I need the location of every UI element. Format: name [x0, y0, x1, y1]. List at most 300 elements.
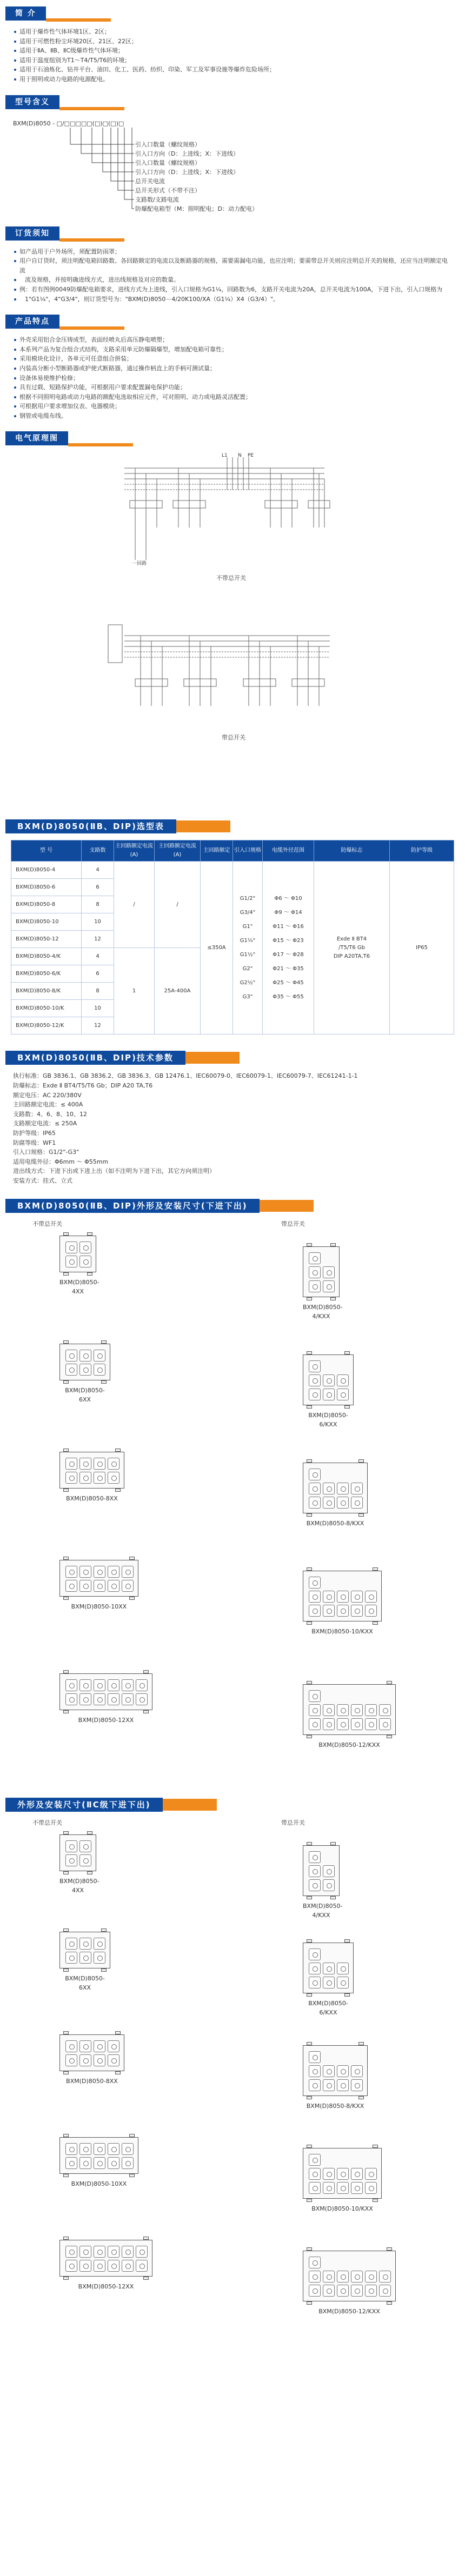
mounting-lug [143, 1710, 149, 1713]
model-cell: BXM(D)8050-12 [11, 931, 82, 948]
breaker-cell [309, 1704, 321, 1716]
mounting-lug [63, 1968, 69, 1972]
breaker-cell [309, 1865, 321, 1877]
model-line: 引入口数量（螺纹规格） [135, 159, 201, 166]
cable-value: Φ35 ～ Φ55 [273, 993, 304, 1000]
cable-value: Φ17 ～ Φ28 [273, 951, 304, 958]
phase-label: L1 [222, 453, 228, 459]
enclosure-drawing [303, 1354, 354, 1405]
mounting-lug [387, 2301, 392, 2305]
breaker-cell [79, 2260, 91, 2272]
enclosure-drawing [59, 1344, 110, 1380]
ports-cell [233, 862, 263, 1035]
drawing-caption: BXM(D)8050-8XX [66, 1494, 118, 1502]
mounting-lug [63, 1272, 69, 1276]
breaker-cell [79, 1952, 91, 1964]
phase-label: PE [248, 453, 254, 459]
param-line: 防腐等级：WF1 [13, 1139, 56, 1146]
breaker-cell [309, 1469, 321, 1480]
diagram-header [5, 430, 465, 446]
breaker-cell [309, 1483, 321, 1494]
mounting-lug [87, 1831, 92, 1834]
breaker-cell [94, 1566, 105, 1578]
breaker-cell [309, 2257, 321, 2268]
phase-label: N [238, 453, 242, 459]
enclosure-drawing [303, 1943, 354, 1993]
mounting-lug [129, 2174, 135, 2177]
breaker-cell [65, 1952, 77, 1964]
accent-bar [163, 1799, 217, 1811]
model-cell: BXM(D)8050-12/K [11, 1017, 82, 1035]
breaker-cell [309, 1280, 321, 1292]
column-header: 电缆外径范围 [263, 840, 314, 862]
mounting-lug [63, 1340, 69, 1344]
enclosure-drawing [303, 2045, 368, 2096]
cable-value: Φ11 ～ Φ16 [273, 923, 304, 930]
breaker-cell [65, 1693, 77, 1705]
mounting-lug [373, 1567, 378, 1571]
breaker-cell [365, 2168, 377, 2180]
breaker-cell [309, 2079, 321, 2091]
breaker-cell [108, 2260, 119, 2272]
breaker-cell [309, 2285, 321, 2297]
mounting-lug [143, 2237, 149, 2240]
drawing-caption: BXM(D)8050-10/KXX [311, 2205, 373, 2212]
cable-value: Φ21 ～ Φ35 [273, 965, 304, 972]
drawing-caption: BXM(D)8050-12/KXX [318, 1741, 380, 1749]
breaker-cell [309, 1879, 321, 1891]
mounting-lug [330, 1243, 336, 1246]
breaker-cell [79, 1256, 91, 1267]
enclosure-drawing [59, 1932, 110, 1968]
breaker-cell [323, 1497, 335, 1509]
mounting-lug [373, 1621, 378, 1625]
drawing-caption: BXM(D)8050-4XX [59, 1278, 99, 1296]
model-line: 引入口数量（螺纹规格） [135, 141, 201, 148]
branch-cell: 12 [82, 931, 114, 948]
dims2-header [5, 1797, 465, 1813]
mounting-lug [87, 1871, 92, 1874]
breaker-cell [337, 2065, 349, 2077]
column-header: 主回路额定 [201, 840, 233, 862]
mounting-lug [307, 1513, 312, 1517]
enclosure-drawing [59, 2137, 138, 2174]
port-value: G1¼" [240, 937, 256, 944]
breaker-cell [94, 1952, 105, 1964]
cable-value: Φ6 ～ Φ10 [274, 895, 302, 902]
breaker-cell [79, 1679, 91, 1691]
port-value: G2" [242, 965, 253, 972]
breaker-cell [79, 1840, 91, 1852]
breaker-cell [79, 2157, 91, 2169]
mounting-lug [344, 1993, 350, 1997]
breaker-cell [309, 1963, 321, 1974]
mounting-lug [344, 1351, 350, 1354]
breaker-cell [122, 1580, 134, 1592]
enclosure-drawing [59, 2034, 124, 2071]
breaker-cell [79, 1566, 91, 1578]
mounting-lug [63, 2071, 69, 2074]
breaker-cell [337, 1374, 349, 1386]
mounting-lug [63, 2174, 69, 2177]
list-item: 适用于爆炸性气体环境1区、2区； [13, 27, 452, 37]
breaker-cell [65, 1854, 77, 1866]
breaker-cell [337, 1718, 349, 1730]
breaker-cell [108, 1679, 119, 1691]
port-value: G3/4" [240, 909, 256, 916]
breaker-cell [309, 1690, 321, 1702]
list-item: 适用于ⅡA、ⅡB、ⅡC级爆炸性气体环境； [13, 46, 452, 56]
breaker-cell [365, 2271, 377, 2283]
mounting-lug [115, 1489, 121, 1492]
mounting-lug [307, 1993, 312, 1997]
breaker-cell [337, 1704, 349, 1716]
selection-header [5, 818, 465, 835]
mounting-lug [101, 1340, 107, 1344]
param-line: 安装方式：挂式、立式 [13, 1177, 72, 1184]
breaker-cell [351, 2065, 363, 2077]
mounting-lug [101, 1380, 107, 1384]
intro-title: 简 介 [5, 6, 46, 21]
mounting-lug [63, 1670, 69, 1673]
features-list [0, 335, 465, 421]
breaker-cell [79, 1350, 91, 1362]
mounting-lug [307, 1567, 312, 1571]
mounting-lug [63, 1831, 69, 1834]
breaker-cell [136, 1679, 148, 1691]
param-line: 进出线方式：下进下出或下进上出（如不注明为下进下出，其它方向须注明） [13, 1167, 215, 1175]
breaker-cell [94, 2143, 105, 2155]
breaker-cell [337, 1483, 349, 1494]
mounting-lug [307, 1735, 312, 1738]
breaker-cell [79, 2054, 91, 2066]
mounting-lug [307, 1243, 312, 1246]
breaker-cell [94, 2246, 105, 2258]
breaker-cell [323, 2271, 335, 2283]
breaker-cell [351, 2271, 363, 2283]
breaker-cell [323, 1704, 335, 1716]
param-line: 适用电缆外径：Φ6mm ～ Φ55mm [13, 1158, 109, 1165]
mounting-lug [115, 2071, 121, 2074]
breaker-cell [65, 1472, 77, 1484]
list-item: 具有过载、短路保护功能，可根据用户要求配置漏电保护功能； [13, 383, 452, 392]
mounting-lug [358, 2096, 364, 2099]
breaker-cell [323, 1591, 335, 1603]
breaker-cell [323, 1389, 335, 1400]
breaker-cell [65, 1242, 77, 1253]
branch-cell: 4 [82, 862, 114, 879]
mounting-lug [129, 1597, 135, 1600]
mounting-lug [63, 2134, 69, 2137]
dims2-title: 外形及安装尺寸(ⅡC级下进下出) [5, 1798, 163, 1812]
mounting-lug [307, 1621, 312, 1625]
breaker-cell [65, 1566, 77, 1578]
breaker-cell [337, 2168, 349, 2180]
model-title: 型号含义 [5, 95, 59, 109]
breaker-cell [122, 2260, 134, 2272]
mounting-lug [344, 1405, 350, 1409]
mounting-lug [344, 1939, 350, 1943]
breaker-cell [309, 2154, 321, 2166]
port-value: G3" [242, 993, 253, 1000]
model-cell: BXM(D)8050-10/K [11, 1000, 82, 1017]
breaker-cell [65, 1840, 77, 1852]
k-value-cell: 1 [114, 948, 155, 1035]
table-row [11, 862, 454, 879]
accent-bar [46, 18, 111, 22]
breaker-cell [94, 1350, 105, 1362]
list-item: 如产品用于户外场所，须配置防雨罩； [13, 247, 452, 257]
breaker-cell [94, 1364, 105, 1376]
intro-list [0, 27, 465, 84]
model-code: BXM(D)8050 - □/□□□□□(□)□(□)□ [13, 119, 124, 127]
model-line: 总开关形式（不带不注） [135, 186, 201, 194]
drawing-caption: BXM(D)8050-10XX [71, 2180, 127, 2187]
breaker-cell [337, 1963, 349, 1974]
breaker-cell [65, 2157, 77, 2169]
accent-bar [68, 443, 133, 446]
table-header-row [11, 840, 454, 862]
intro-header [5, 5, 465, 22]
drawing-caption: BXM(D)8050-8/KXX [306, 2102, 364, 2110]
column-header: 主回路额定电流(A) [155, 840, 201, 862]
column-header: 防护等级 [390, 840, 454, 862]
mounting-lug [143, 2277, 149, 2280]
breaker-cell [337, 1591, 349, 1603]
model-line: 引入口方向（D：上进线；X：下进线） [135, 168, 240, 176]
drawing-caption: BXM(D)8050-12XX [78, 2283, 134, 2290]
breaker-cell [122, 2143, 134, 2155]
breaker-cell [65, 1679, 77, 1691]
enclosure-drawing [303, 1463, 368, 1513]
selection-title: BXM(D)8050(ⅡB、DIP)选型表 [5, 819, 176, 833]
branch-label: 一回路 [132, 561, 147, 567]
breaker-cell [309, 1851, 321, 1863]
breaker-cell [79, 2143, 91, 2155]
mounting-lug [87, 1232, 92, 1236]
ex-mark: /T5/T6 Gb [338, 944, 365, 951]
breaker-cell [351, 1718, 363, 1730]
breaker-cell [309, 1718, 321, 1730]
breaker-cell [79, 1854, 91, 1866]
mounting-lug [307, 2096, 312, 2099]
breaker-cell [323, 1374, 335, 1386]
mounting-lug [63, 2277, 69, 2280]
enclosure-drawing [303, 2251, 396, 2301]
list-item: 钢管或电缆布线。 [13, 411, 452, 421]
breaker-cell [79, 1938, 91, 1950]
diagram-title: 电气原理图 [5, 431, 68, 445]
breaker-cell [323, 1718, 335, 1730]
column-header: 防爆标志 [314, 840, 390, 862]
mounting-lug [63, 2237, 69, 2240]
breaker-cell [94, 1938, 105, 1950]
drawing-caption: BXM(D)8050-12/KXX [318, 2307, 380, 2315]
breaker-cell [337, 1389, 349, 1400]
k-current-cell: 25A-400A [155, 948, 201, 1035]
breaker-cell [65, 1364, 77, 1376]
breaker-cell [309, 1948, 321, 1960]
list-item: 适用于温度组别为T1～T4/T5/T6的环境； [13, 56, 452, 65]
breaker-cell [79, 1472, 91, 1484]
breaker-cell [337, 1605, 349, 1617]
breaker-cell [365, 1718, 377, 1730]
mounting-lug [63, 1557, 69, 1560]
list-item: 适用于可燃性粉尘环境20区、21区、22区； [13, 37, 452, 46]
drawing-caption: BXM(D)8050-10XX [71, 1603, 127, 1610]
breaker-cell [65, 2143, 77, 2155]
mounting-lug [307, 1842, 312, 1845]
mounting-lug [387, 1681, 392, 1684]
mounting-lug [307, 1297, 312, 1300]
mounting-lug [101, 1928, 107, 1932]
port-value: G2½" [240, 979, 256, 986]
breaker-cell [351, 2182, 363, 2194]
breaker-cell [309, 2271, 321, 2283]
breaker-cell [351, 2285, 363, 2297]
mounting-lug [387, 2247, 392, 2251]
cable-value: Φ15 ～ Φ23 [273, 937, 304, 944]
drawing-caption: BXM(D)8050-6XX [65, 1386, 105, 1404]
list-item: 可根据用户要求增加仪表、电器模块； [13, 402, 452, 411]
breaker-cell [79, 1242, 91, 1253]
breaker-cell [351, 1704, 363, 1716]
mounting-lug [63, 1597, 69, 1600]
accent-bar [185, 1052, 240, 1064]
mounting-lug [307, 1681, 312, 1684]
drawing-caption: BXM(D)8050-6/KXX [308, 1999, 348, 2017]
model-cell: BXM(D)8050-4 [11, 862, 82, 879]
breaker-cell [65, 2054, 77, 2066]
model-cell: BXM(D)8050-8/K [11, 983, 82, 1000]
list-item: 例：若有图例0049防爆配电箱要求，进线方式为上进线，引入口规格为G1¼，回路数为6，支路开关电流为20A，总开关电流为100A，下进下出，引入口规格为 [13, 285, 452, 295]
wiring-diagram [0, 452, 465, 809]
breaker-cell [108, 2143, 119, 2155]
param-line: 支路额定电流：≤ 250A [13, 1120, 77, 1127]
breaker-cell [65, 1580, 77, 1592]
breaker-cell [337, 1497, 349, 1509]
mounting-lug [63, 1232, 69, 1236]
breaker-cell [65, 1350, 77, 1362]
breaker-cell [309, 2065, 321, 2077]
breaker-cell [337, 2271, 349, 2283]
branch-cell: 4 [82, 948, 114, 965]
selection-table [11, 840, 454, 1035]
breaker-cell [309, 2051, 321, 2063]
dims2-right-title: 带总开关 [281, 1819, 305, 1826]
breaker-cell [122, 2157, 134, 2169]
breaker-cell [94, 2157, 105, 2169]
breaker-cell [309, 1360, 321, 1372]
port-value: G1" [242, 923, 253, 930]
list-item: 流及规格，并按明确进线方式，进出线规格及对应的数量。 [13, 275, 452, 285]
breaker-cell [94, 2054, 105, 2066]
dims1-left-title: 不带总开关 [32, 1220, 62, 1227]
features-header [5, 313, 465, 330]
mounting-lug [358, 1513, 364, 1517]
breaker-cell [79, 1364, 91, 1376]
list-item: 适用于石油炼化、钻井平台、油田、化工、医药、纺织、印染、军工及军事设施等爆炸危险场所； [13, 65, 452, 75]
accent-bar [59, 326, 124, 330]
model-cell: BXM(D)8050-8 [11, 896, 82, 913]
column-header: 主回路额定电流(A) [114, 840, 155, 862]
breaker-cell [365, 2285, 377, 2297]
slash-cell: / [114, 862, 155, 948]
param-line: 额定电压：AC 220/380V [13, 1091, 82, 1099]
breaker-cell [136, 2246, 148, 2258]
mounting-lug [63, 1449, 69, 1452]
breaker-cell [309, 1266, 321, 1278]
features-title: 产品特点 [5, 315, 59, 329]
mounting-lug [307, 1405, 312, 1409]
model-leader-lines [0, 116, 443, 216]
params-title: BXM(D)8050(ⅡB、DIP)技术参数 [5, 1051, 185, 1065]
list-item: 设备体易使维护检修； [13, 373, 452, 383]
mounting-lug [63, 2031, 69, 2034]
breaker-cell [108, 1458, 119, 1470]
breaker-cell [323, 2285, 335, 2297]
ex-mark: Exde Ⅱ BT4 [336, 936, 367, 942]
enclosure-drawing [59, 1452, 124, 1489]
branch-cell: 10 [82, 913, 114, 931]
param-line: 防爆标志：Exde Ⅱ BT4/T5/T6 Gb；DIP A20 TA,T6 [13, 1082, 153, 1090]
mounting-lug [63, 1871, 69, 1874]
list-item: 1"G1¼"，4"G3/4"，则订货型号为："BXM(D)8050－4/20K100/XA（G1¼）X4（G3/4）"。 [13, 295, 452, 304]
enclosure-drawing [59, 1673, 152, 1710]
cables-cell [263, 862, 314, 1035]
model-line: 防爆配电箱型（M：照明配电；D：动力配电） [135, 205, 258, 212]
breaker-cell [379, 2285, 391, 2297]
breaker-cell [309, 1577, 321, 1589]
mounting-lug [307, 2247, 312, 2251]
breaker-cell [379, 1718, 391, 1730]
branch-cell: 8 [82, 983, 114, 1000]
mounting-lug [358, 1459, 364, 1463]
param-line: 支路数：4、6、8、10、12 [13, 1110, 87, 1118]
breaker-cell [351, 1497, 363, 1509]
mounting-lug [63, 1380, 69, 1384]
breaker-cell [365, 2182, 377, 2194]
breaker-cell [309, 1977, 321, 1988]
breaker-cell [122, 1679, 134, 1691]
drawing-caption: BXM(D)8050-8/KXX [306, 1519, 364, 1527]
list-item: 外壳采用铝合金压铸成型，表面经喷丸后高压静电喷塑； [13, 335, 452, 345]
breaker-cell [337, 2182, 349, 2194]
mounting-lug [358, 2042, 364, 2045]
breaker-cell [108, 2054, 119, 2066]
branch-cell: 10 [82, 1000, 114, 1017]
breaker-cell [94, 1472, 105, 1484]
cable-value: Φ25 ～ Φ45 [273, 979, 304, 986]
mounting-lug [143, 1670, 149, 1673]
breaker-cell [351, 1483, 363, 1494]
main-current-cell: ≤350A [201, 862, 233, 1035]
breaker-cell [323, 1280, 335, 1292]
cable-value: Φ9 ～ Φ14 [274, 909, 302, 916]
mounting-lug [373, 2199, 378, 2202]
breaker-cell [94, 2040, 105, 2052]
dims1-right-title: 带总开关 [281, 1220, 305, 1227]
accent-bar [176, 820, 230, 832]
breaker-cell [323, 1977, 335, 1988]
breaker-cell [323, 2168, 335, 2180]
breaker-cell [65, 2040, 77, 2052]
breaker-cell [108, 2157, 119, 2169]
accent-bar [59, 238, 124, 242]
breaker-cell [79, 2040, 91, 2052]
dims1-header [5, 1198, 465, 1214]
breaker-cell [309, 1497, 321, 1509]
